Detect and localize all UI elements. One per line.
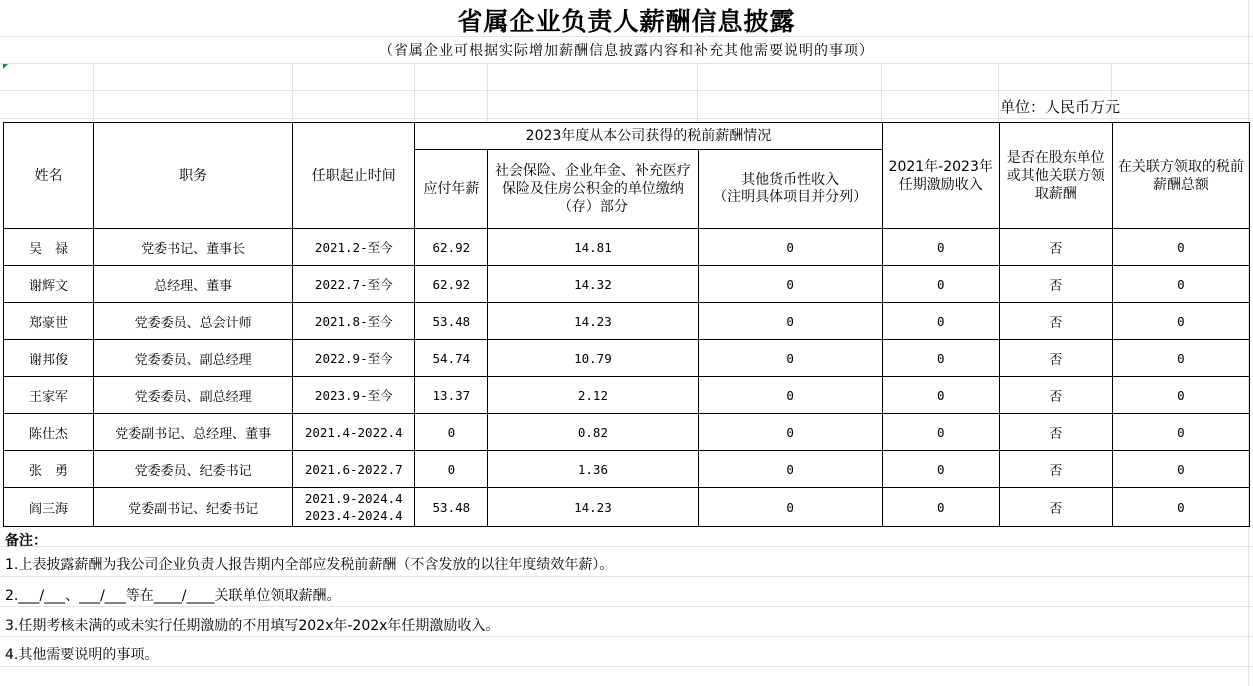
cell-other[interactable]: 0 (698, 229, 882, 266)
cell-salary[interactable]: 62.92 (415, 266, 488, 303)
note-item[interactable]: 1.上表披露薪酬为我公司企业负责人报告期内全部应发税前薪酬（不含发放的以往年度绩效年薪）。 (5, 557, 614, 573)
cell-elsewhere[interactable]: 否 (999, 229, 1112, 266)
note-item[interactable]: 4.其他需要说明的事项。 (5, 647, 159, 663)
table-row (4, 451, 1250, 488)
notes-heading: 备注： (5, 533, 47, 549)
cell-position[interactable]: 党委委员、副总经理 (94, 377, 293, 414)
cell-elsewhere[interactable]: 否 (999, 303, 1112, 340)
table-row (4, 488, 1250, 527)
cell-other[interactable]: 0 (698, 340, 882, 377)
note-item[interactable]: 2.___/___、___/___等在____/____关联单位领取薪酬。 (5, 588, 341, 604)
salary-table (3, 122, 1250, 527)
cell-salary[interactable]: 0 (415, 451, 488, 488)
cell-salary[interactable]: 62.92 (415, 229, 488, 266)
cell-incentive[interactable]: 0 (882, 488, 999, 527)
cell-name[interactable]: 吴 禄 (4, 229, 94, 266)
header-paid-elsewhere: 是否在股东单位或其他关联方领取薪酬 (999, 123, 1112, 229)
header-term: 任职起止时间 (293, 123, 415, 229)
cell-term[interactable]: 2022.9-至今 (293, 340, 415, 377)
header-annual-salary: 应付年薪 (415, 150, 488, 229)
cell-insurance[interactable]: 1.36 (488, 451, 698, 488)
cell-incentive[interactable]: 0 (882, 377, 999, 414)
cell-elsewhere[interactable]: 否 (999, 451, 1112, 488)
cell-position[interactable]: 党委委员、副总经理 (94, 340, 293, 377)
cell-term[interactable]: 2022.7-至今 (293, 266, 415, 303)
cell-incentive[interactable]: 0 (882, 414, 999, 451)
page-title: 省属企业负责人薪酬信息披露 (457, 7, 796, 36)
cell-term[interactable]: 2021.2-至今 (293, 229, 415, 266)
cell-position[interactable]: 党委副书记、总经理、董事 (94, 414, 293, 451)
cell-other[interactable]: 0 (698, 488, 882, 527)
cell-insurance[interactable]: 2.12 (488, 377, 698, 414)
table-row (4, 340, 1250, 377)
cell-position[interactable]: 党委书记、董事长 (94, 229, 293, 266)
cell-insurance[interactable]: 14.32 (488, 266, 698, 303)
table-row (4, 303, 1250, 340)
cell-related[interactable]: 0 (1112, 488, 1249, 527)
cell-insurance[interactable]: 14.81 (488, 229, 698, 266)
header-position: 职务 (94, 123, 293, 229)
cell-salary[interactable]: 13.37 (415, 377, 488, 414)
cell-name[interactable]: 谢辉文 (4, 266, 94, 303)
header-other-income-line1: 其他货币性收入 (741, 172, 840, 188)
cell-position[interactable]: 党委副书记、纪委书记 (94, 488, 293, 527)
cell-name[interactable]: 陈仕杰 (4, 414, 94, 451)
header-other-income-line2: （注明具体项目并分列） (713, 189, 868, 205)
cell-term[interactable]: 2021.6-2022.7 (293, 451, 415, 488)
cell-term[interactable]: 2023.9-至今 (293, 377, 415, 414)
cell-position[interactable]: 总经理、董事 (94, 266, 293, 303)
cell-incentive[interactable]: 0 (882, 340, 999, 377)
page-subtitle: （省属企业可根据实际增加薪酬信息披露内容和补充其他需要说明的事项） (379, 43, 874, 59)
table-row (4, 377, 1250, 414)
cell-related[interactable]: 0 (1112, 451, 1249, 488)
cell-other[interactable]: 0 (698, 451, 882, 488)
header-name: 姓名 (4, 123, 94, 229)
cell-related[interactable]: 0 (1112, 340, 1249, 377)
cell-other[interactable]: 0 (698, 377, 882, 414)
cell-salary[interactable]: 0 (415, 414, 488, 451)
cell-name[interactable]: 王家军 (4, 377, 94, 414)
cell-related[interactable]: 0 (1112, 414, 1249, 451)
cell-elsewhere[interactable]: 否 (999, 340, 1112, 377)
cell-salary[interactable]: 53.48 (415, 488, 488, 527)
cell-comment-marker (3, 64, 8, 69)
cell-name[interactable]: 郑豪世 (4, 303, 94, 340)
cell-incentive[interactable]: 0 (882, 229, 999, 266)
cell-term[interactable]: 2021.8-至今 (293, 303, 415, 340)
cell-term[interactable] (293, 488, 415, 527)
cell-related[interactable]: 0 (1112, 303, 1249, 340)
cell-elsewhere[interactable]: 否 (999, 377, 1112, 414)
cell-insurance[interactable]: 14.23 (488, 488, 698, 527)
cell-other[interactable]: 0 (698, 414, 882, 451)
cell-insurance[interactable]: 10.79 (488, 340, 698, 377)
cell-elsewhere[interactable]: 否 (999, 488, 1112, 527)
cell-other[interactable]: 0 (698, 303, 882, 340)
cell-incentive[interactable]: 0 (882, 266, 999, 303)
cell-position[interactable]: 党委委员、纪委书记 (94, 451, 293, 488)
header-group-2023: 2023年度从本公司获得的税前薪酬情况 (415, 123, 882, 150)
cell-other[interactable]: 0 (698, 266, 882, 303)
cell-position[interactable]: 党委委员、总会计师 (94, 303, 293, 340)
cell-name[interactable]: 阎三海 (4, 488, 94, 527)
table-row (4, 229, 1250, 266)
cell-insurance[interactable]: 14.23 (488, 303, 698, 340)
header-other-income (698, 150, 882, 229)
cell-related[interactable]: 0 (1112, 266, 1249, 303)
cell-term-line2: 2023.4-2024.4 (304, 508, 403, 523)
cell-term[interactable]: 2021.4-2022.4 (293, 414, 415, 451)
cell-incentive[interactable]: 0 (882, 451, 999, 488)
header-incentive: 2021年-2023年任期激励收入 (882, 123, 999, 229)
cell-salary[interactable]: 54.74 (415, 340, 488, 377)
header-related-total: 在关联方领取的税前薪酬总额 (1112, 123, 1249, 229)
cell-salary[interactable]: 53.48 (415, 303, 488, 340)
cell-incentive[interactable]: 0 (882, 303, 999, 340)
cell-insurance[interactable]: 0.82 (488, 414, 698, 451)
table-row (4, 414, 1250, 451)
cell-related[interactable]: 0 (1112, 377, 1249, 414)
note-item[interactable]: 3.任期考核未满的或未实行任期激励的不用填写202x年-202x年任期激励收入。 (5, 618, 500, 634)
header-social-insurance: 社会保险、企业年金、补充医疗保险及住房公积金的单位缴纳（存）部分 (488, 150, 698, 229)
cell-term-line1: 2021.9-2024.4 (304, 491, 403, 506)
cell-name[interactable]: 谢邦俊 (4, 340, 94, 377)
unit-label: 单位：人民币万元 (1000, 98, 1121, 116)
cell-name[interactable]: 张 勇 (4, 451, 94, 488)
table-row (4, 266, 1250, 303)
cell-elsewhere[interactable]: 否 (999, 266, 1112, 303)
cell-related[interactable]: 0 (1112, 229, 1249, 266)
cell-elsewhere[interactable]: 否 (999, 414, 1112, 451)
